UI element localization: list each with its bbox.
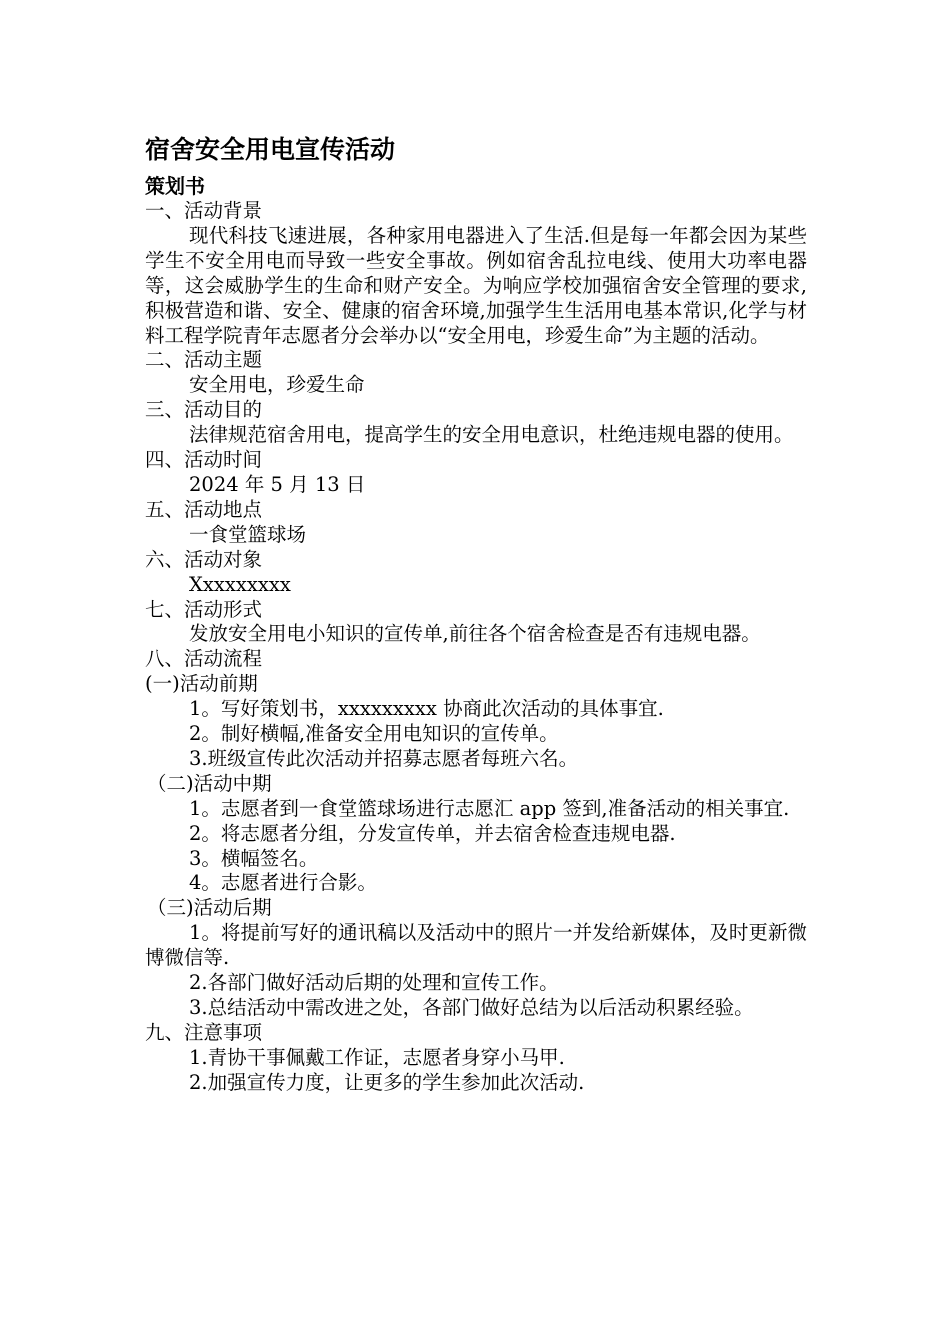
list-item: 1.青协干事佩戴工作证，志愿者身穿小马甲.	[189, 1045, 565, 1069]
document-title: 宿舍安全用电宣传活动	[145, 135, 396, 164]
section-text-time: 2024 年 5 月 13 日	[189, 472, 366, 496]
list-item: 1。写好策划书，xxxxxxxxx 协商此次活动的具体事宜.	[189, 697, 664, 721]
document-subtitle: 策划书	[145, 174, 205, 198]
list-item: 3。横幅签名。	[189, 846, 319, 870]
section-heading-time: 四、活动时间	[145, 448, 263, 472]
section-heading-format: 七、活动形式	[145, 597, 263, 621]
list-item: 3.班级宣传此次活动并招募志愿者每班六名。	[189, 746, 579, 770]
section-heading-location: 五、活动地点	[145, 497, 263, 521]
phase-heading-post: （三)活动后期	[147, 896, 272, 920]
section-heading-background: 一、活动背景	[145, 199, 263, 222]
list-item: 2.加强宣传力度，让更多的学生参加此次活动.	[189, 1070, 585, 1094]
section-text-purpose: 法律规范宿舍用电，提高学生的安全用电意识，杜绝违规电器的使用。	[189, 423, 794, 447]
section-heading-purpose: 三、活动目的	[145, 398, 263, 422]
list-item: 2。将志愿者分组，分发宣传单，并去宿舍检查违规电器.	[189, 821, 676, 845]
phase-heading-pre: (一)活动前期	[145, 672, 258, 696]
section-heading-process: 八、活动流程	[145, 647, 263, 671]
list-item: 1。志愿者到一食堂篮球场进行志愿汇 app 签到,准备活动的相关事宜.	[189, 796, 790, 820]
section-heading-audience: 六、活动对象	[145, 547, 263, 571]
phase-heading-mid: （二)活动中期	[147, 771, 272, 795]
section-text-format: 发放安全用电小知识的宣传单,前往各个宿舍检查是否有违规电器。	[189, 622, 761, 646]
section-text-location: 一食堂篮球场	[189, 522, 307, 546]
list-item: 4。志愿者进行合影。	[189, 871, 377, 895]
section-text-theme: 安全用电，珍爱生命	[189, 373, 365, 397]
section-text-audience: Xxxxxxxxx	[189, 572, 291, 596]
section-heading-notes: 九、注意事项	[145, 1020, 263, 1044]
list-item: 2。制好横幅,准备安全用电知识的宣传单。	[189, 722, 559, 746]
document-body	[145, 199, 807, 1096]
list-item: 1。将提前写好的通讯稿以及活动中的照片一并发给新媒体，及时更新微博微信等.	[145, 921, 807, 970]
section-text-background: 现代科技飞速进展，各种家用电器进入了生活.但是每一年都会因为某些学生不安全用电而导致一些安全事故。例如宿舍乱拉电线、使用大功率电器等，这会威胁学生的生命和财产安全。为响应学校加强宿舍安全管理的要求,积极营造和谐、安全、健康的宿舍环境,加强学生生活用电基本常识,化学与材料工程学院青年志愿者分会举办以“安全用电，珍爱生命”为主题的活动。	[145, 223, 807, 347]
section-heading-theme: 二、活动主题	[145, 348, 263, 372]
list-item: 2.各部门做好活动后期的处理和宣传工作。	[189, 971, 559, 995]
list-item: 3.总结活动中需改进之处，各部门做好总结为以后活动积累经验。	[189, 996, 754, 1019]
